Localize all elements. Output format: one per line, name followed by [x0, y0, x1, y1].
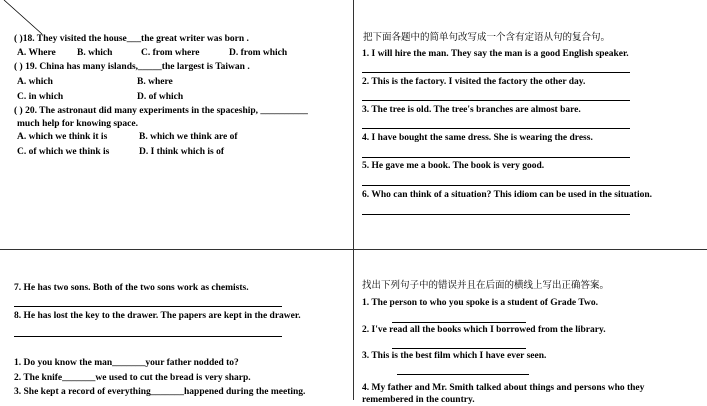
bottom-right-instruction: 找出下列句子中的错误并且在后面的横线上写出正确答案。: [362, 280, 610, 291]
answer-line-4: [362, 157, 630, 158]
error-item-2: 2. I've read all the books which I borrowed from the library.: [362, 325, 606, 335]
answer-line-3: [362, 128, 630, 129]
q18-option-c: C. from where: [141, 48, 200, 58]
answer-line-8: [14, 336, 282, 337]
error-answer-line-3: [397, 374, 529, 375]
question-20-line1: ( ) 20. The astronaut did many experiments in the spaceship, __________: [14, 106, 308, 116]
error-answer-line-1: [392, 322, 526, 323]
answer-line-7: [14, 306, 282, 307]
fill-item-3: 3. She kept a record of everything_______happened during the meeting.: [14, 387, 306, 397]
q19-option-d: D. of which: [137, 92, 184, 102]
question-19: ( ) 19. China has many islands,_____the largest is Taiwan .: [14, 62, 250, 72]
combine-item-1: 1. I will hire the man. They say the man is a good English speaker.: [362, 49, 629, 59]
error-item-1: 1. The person to who you spoke is a student of Grade Two.: [362, 298, 598, 308]
answer-line-1: [362, 72, 630, 73]
q20-option-b: B. which we think are of: [139, 132, 238, 142]
combine-item-8: 8. He has lost the key to the drawer. The papers are kept in the drawer.: [14, 311, 301, 321]
q19-option-b: B. where: [137, 77, 173, 87]
combine-item-7: 7. He has two sons. Both of the two sons work as chemists.: [14, 283, 249, 293]
q20-option-a: A. which we think it is: [17, 132, 108, 142]
top-right-instruction: 把下面各题中的简单句改写成一个含有定语从句的复合句。: [363, 32, 611, 43]
error-item-3: 3. This is the best film which I have ever seen.: [362, 351, 547, 361]
answer-line-2: [362, 100, 630, 101]
q18-option-a: A. Where: [17, 48, 56, 58]
error-answer-line-2: [392, 348, 526, 349]
q19-option-a: A. which: [17, 77, 53, 87]
vertical-divider: [353, 0, 354, 400]
combine-item-4: 4. I have bought the same dress. She is wearing the dress.: [362, 133, 593, 143]
question-20-line2: much help for knowing space.: [17, 119, 138, 129]
error-item-4: 4. My father and Mr. Smith talked about things and persons who they: [362, 383, 645, 393]
q20-option-c: C. of which we think is: [17, 147, 110, 157]
combine-item-2: 2. This is the factory. I visited the factory the other day.: [362, 77, 586, 87]
q20-option-d: D. I think which is of: [139, 147, 224, 157]
q18-option-b: B. which: [77, 48, 113, 58]
answer-line-6: [362, 214, 630, 215]
answer-line-5: [362, 185, 630, 186]
fill-item-2: 2. The knife_______we used to cut the bread is very sharp.: [14, 373, 251, 383]
horizontal-divider: [0, 249, 707, 250]
combine-item-6: 6. Who can think of a situation? This idiom can be used in the situation.: [362, 190, 652, 200]
q18-option-d: D. from which: [229, 48, 288, 58]
fill-item-1: 1. Do you know the man_______your father nodded to?: [14, 358, 239, 368]
combine-item-3: 3. The tree is old. The tree's branches are almost bare.: [362, 105, 581, 115]
q19-option-c: C. in which: [17, 92, 64, 102]
question-18: ( )18. They visited the house___the great writer was born .: [14, 34, 249, 44]
combine-item-5: 5. He gave me a book. The book is very good.: [362, 161, 545, 171]
error-item-4-cont: remembered in the country.: [362, 395, 475, 405]
